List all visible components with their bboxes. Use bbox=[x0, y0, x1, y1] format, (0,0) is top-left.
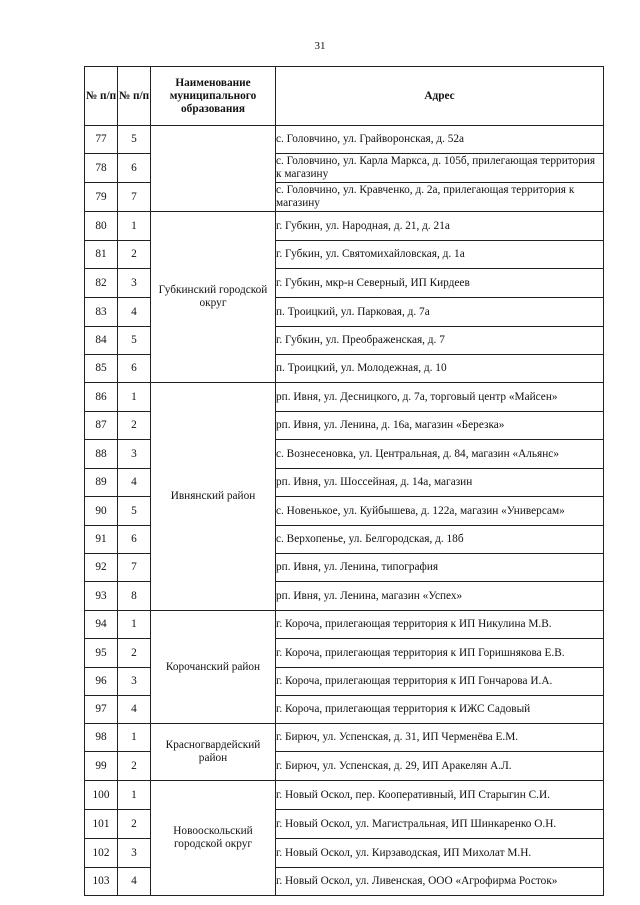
table-row bbox=[85, 611, 604, 639]
row-number: 88 bbox=[85, 440, 118, 469]
table-row bbox=[85, 126, 604, 154]
address-cell: рп. Ивня, ул. Ленина, магазин «Успех» bbox=[276, 582, 604, 611]
address-table bbox=[84, 66, 604, 896]
row-number: 99 bbox=[85, 752, 118, 781]
row-sub-number: 5 bbox=[118, 126, 151, 154]
row-sub-number: 2 bbox=[118, 752, 151, 781]
municipality-name: Красногвардейский район bbox=[165, 739, 261, 764]
row-number: 94 bbox=[85, 611, 118, 639]
page-number: 31 bbox=[314, 40, 326, 52]
address-cell: г. Короча, прилегающая территория к ИП Никулина М.В. bbox=[276, 611, 604, 639]
municipality-cell bbox=[151, 126, 276, 212]
row-number: 92 bbox=[85, 554, 118, 582]
row-number: 82 bbox=[85, 269, 118, 298]
address-cell: рп. Ивня, ул. Ленина, д. 16а, магазин «Березка» bbox=[276, 412, 604, 440]
address-cell: г. Новый Оскол, ул. Магистральная, ИП Шинкаренко О.Н. bbox=[276, 810, 604, 839]
row-sub-number: 2 bbox=[118, 241, 151, 269]
row-number: 98 bbox=[85, 724, 118, 752]
row-sub-number: 3 bbox=[118, 440, 151, 469]
row-sub-number: 7 bbox=[118, 554, 151, 582]
row-sub-number: 1 bbox=[118, 212, 151, 241]
address-cell: с. Головчино, ул. Карла Маркса, д. 105б, прилегающая территория к магазину bbox=[276, 154, 604, 183]
address-cell: г. Короча, прилегающая территория к ИП Гончарова И.А. bbox=[276, 668, 604, 696]
address-cell: г. Губкин, ул. Святомихайловская, д. 1а bbox=[276, 241, 604, 269]
header-municipality: Наименование муниципального образования bbox=[151, 67, 276, 126]
address-cell: рп. Ивня, ул. Десницкого, д. 7а, торговый центр «Майсен» bbox=[276, 383, 604, 412]
row-number: 83 bbox=[85, 298, 118, 327]
address-cell: г. Губкин, ул. Преображенская, д. 7 bbox=[276, 327, 604, 355]
address-cell: г. Новый Оскол, ул. Ливенская, ООО «Агрофирма Росток» bbox=[276, 868, 604, 896]
row-number: 90 bbox=[85, 497, 118, 526]
address-cell: г. Новый Оскол, ул. Кирзаводская, ИП Михолат М.Н. bbox=[276, 839, 604, 868]
address-cell: г. Бирюч, ул. Успенская, д. 31, ИП Черменёва Е.М. bbox=[276, 724, 604, 752]
row-sub-number: 1 bbox=[118, 781, 151, 810]
row-number: 80 bbox=[85, 212, 118, 241]
row-sub-number: 4 bbox=[118, 696, 151, 724]
municipality-name: Новооскольский городской округ bbox=[173, 825, 253, 850]
table-body bbox=[85, 126, 604, 896]
row-number: 78 bbox=[85, 154, 118, 183]
row-sub-number: 1 bbox=[118, 611, 151, 639]
row-number: 91 bbox=[85, 526, 118, 554]
address-cell: с. Вознесеновка, ул. Центральная, д. 84, магазин «Альянс» bbox=[276, 440, 604, 469]
row-number: 102 bbox=[85, 839, 118, 868]
row-number: 100 bbox=[85, 781, 118, 810]
row-number: 93 bbox=[85, 582, 118, 611]
address-cell: с. Головчино, ул. Грайворонская, д. 52а bbox=[276, 126, 604, 154]
row-number: 101 bbox=[85, 810, 118, 839]
row-number: 79 bbox=[85, 183, 118, 212]
municipality-name: Ивнянский район bbox=[170, 490, 256, 502]
municipality-cell bbox=[151, 611, 276, 724]
row-sub-number: 5 bbox=[118, 497, 151, 526]
row-sub-number: 4 bbox=[118, 469, 151, 497]
municipality-cell bbox=[151, 212, 276, 383]
address-cell: г. Бирюч, ул. Успенская, д. 29, ИП Аракелян А.Л. bbox=[276, 752, 604, 781]
row-sub-number: 1 bbox=[118, 383, 151, 412]
row-sub-number: 4 bbox=[118, 868, 151, 896]
row-number: 81 bbox=[85, 241, 118, 269]
row-sub-number: 4 bbox=[118, 298, 151, 327]
address-cell: с. Головчино, ул. Кравченко, д. 2а, прилегающая территория к магазину bbox=[276, 183, 604, 212]
municipality-cell bbox=[151, 724, 276, 781]
address-cell: рп. Ивня, ул. Шоссейная, д. 14а, магазин bbox=[276, 469, 604, 497]
row-sub-number: 3 bbox=[118, 269, 151, 298]
row-number: 77 bbox=[85, 126, 118, 154]
address-cell: г. Короча, прилегающая территория к ИЖС Садовый bbox=[276, 696, 604, 724]
address-cell: г. Короча, прилегающая территория к ИП Горишнякова Е.В. bbox=[276, 639, 604, 668]
row-number: 86 bbox=[85, 383, 118, 412]
row-sub-number: 8 bbox=[118, 582, 151, 611]
row-number: 85 bbox=[85, 355, 118, 383]
address-cell: рп. Ивня, ул. Ленина, типография bbox=[276, 554, 604, 582]
row-sub-number: 5 bbox=[118, 327, 151, 355]
row-number: 97 bbox=[85, 696, 118, 724]
row-number: 96 bbox=[85, 668, 118, 696]
address-cell: г. Новый Оскол, пер. Кооперативный, ИП Старыгин С.И. bbox=[276, 781, 604, 810]
address-cell: с. Верхопенье, ул. Белгородская, д. 18б bbox=[276, 526, 604, 554]
row-sub-number: 3 bbox=[118, 668, 151, 696]
municipality-cell bbox=[151, 781, 276, 896]
row-sub-number: 6 bbox=[118, 526, 151, 554]
address-cell: г. Губкин, ул. Народная, д. 21, д. 21а bbox=[276, 212, 604, 241]
header-num: № п/п bbox=[85, 67, 118, 126]
table-row bbox=[85, 212, 604, 241]
row-number: 103 bbox=[85, 868, 118, 896]
municipality-name: Корочанский район bbox=[165, 660, 261, 673]
municipality-cell bbox=[151, 383, 276, 611]
address-cell: п. Троицкий, ул. Парковая, д. 7а bbox=[276, 298, 604, 327]
row-number: 84 bbox=[85, 327, 118, 355]
row-sub-number: 3 bbox=[118, 839, 151, 868]
row-number: 89 bbox=[85, 469, 118, 497]
header-sub-num: № п/п bbox=[118, 67, 151, 126]
row-number: 95 bbox=[85, 639, 118, 668]
row-sub-number: 6 bbox=[118, 355, 151, 383]
table-row bbox=[85, 724, 604, 752]
header-address: Адрес bbox=[276, 67, 604, 126]
row-sub-number: 1 bbox=[118, 724, 151, 752]
row-sub-number: 2 bbox=[118, 639, 151, 668]
table-row bbox=[85, 383, 604, 412]
row-sub-number: 2 bbox=[118, 412, 151, 440]
address-cell: с. Новенькое, ул. Куйбышева, д. 122а, магазин «Универсам» bbox=[276, 497, 604, 526]
address-cell: п. Троицкий, ул. Молодежная, д. 10 bbox=[276, 355, 604, 383]
row-sub-number: 6 bbox=[118, 154, 151, 183]
address-cell: г. Губкин, мкр-н Северный, ИП Кирдеев bbox=[276, 269, 604, 298]
row-sub-number: 7 bbox=[118, 183, 151, 212]
table-header-row bbox=[85, 67, 604, 126]
row-sub-number: 2 bbox=[118, 810, 151, 839]
row-number: 87 bbox=[85, 412, 118, 440]
table-row bbox=[85, 781, 604, 810]
municipality-name: Губкинский городской округ bbox=[158, 284, 268, 309]
